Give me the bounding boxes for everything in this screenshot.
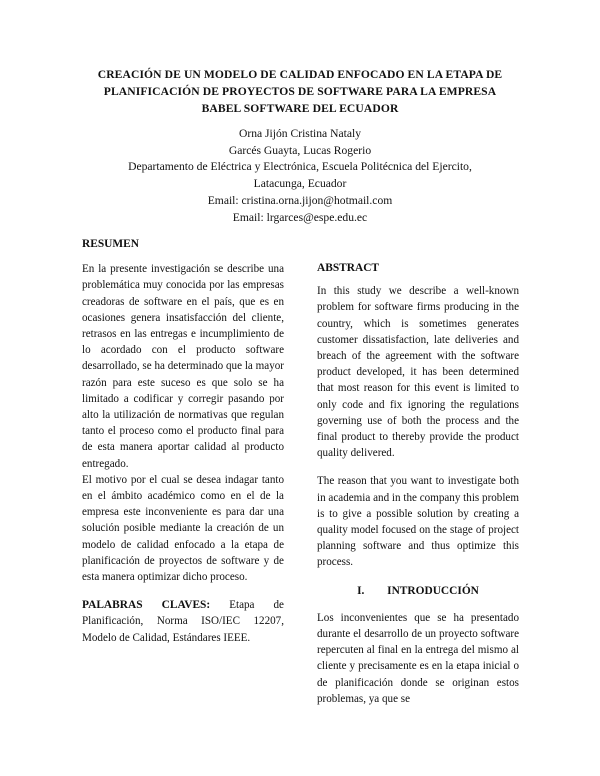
keywords-paragraph <box>82 597 284 646</box>
title-line: CREACIÓN DE UN MODELO DE CALIDAD ENFOCADO EN LA ETAPA DE <box>97 68 503 81</box>
introduccion-heading: I. INTRODUCCIÓN <box>357 584 479 597</box>
title-line: BABEL SOFTWARE DEL ECUADOR <box>201 102 399 115</box>
left-column <box>82 236 284 646</box>
affiliation-location: Latacunga, Ecuador <box>253 177 347 191</box>
affiliation: Departamento de Eléctrica y Electrónica, Escuela Politécnica del Ejercito, <box>128 160 472 174</box>
author-email: Email: lrgarces@espe.edu.ec <box>232 210 368 224</box>
abstract-heading: ABSTRACT <box>317 262 380 274</box>
author-name: Garcés Guayta, Lucas Rogerio <box>228 143 372 157</box>
resumen-paragraph: El motivo por el cual se desea indagar tanto en el ámbito académico como en el de la empresa este inconveniente es para dar una solución posible mediante la creación de un modelo de calidad enfocado a la etapa de planificación de proyectos de software y de esta manera optimizar dicho proceso. <box>82 473 284 584</box>
right-column <box>317 260 519 707</box>
title-line: PLANIFICACIÓN DE PROYECTOS DE SOFTWARE PARA LA EMPRESA <box>103 85 497 98</box>
keywords-text: Etapa de Planificación, Norma ISO/IEC 12207, Modelo de Calidad, Estándares IEEE. <box>82 599 284 644</box>
resumen-paragraph: En la presente investigación se describe una problemática muy conocida por las empresas creadoras de software en el país, que es en ocasiones genera insatisfacción del cliente, retrasos en las entregas e incumplimiento de lo acordado con el producto software desarrollado, se ha determinado que la mayor razón para este suceso es que solo se ha limitado a codificar y corregir pasando por alto la utilización de normativas que regulan tanto el proceso como el producto final para de esta manera aportar calidad al producto entregado. <box>82 263 284 470</box>
resumen-heading: RESUMEN <box>82 238 139 250</box>
author-block <box>60 126 540 226</box>
paper-title <box>70 66 530 117</box>
author-name: Orna Jijón Cristina Nataly <box>238 127 362 140</box>
author-email: Email: cristina.orna.jijon@hotmail.com <box>207 193 393 207</box>
abstract-paragraph: The reason that you want to investigate both in academia and in the company this problem is to give a possible solution by creating a quality model focused on the stage of project planning software and thus optimize this process. <box>317 475 519 569</box>
introduccion-paragraph: Los inconvenientes que se ha presentado durante el desarrollo de un proyecto software repercuten al final en la entrega del mismo al cliente y precisamente es en la etapa inicial o de planificación donde se originan estos problemas, ya que se <box>317 611 519 705</box>
abstract-paragraph: In this study we describe a well-known problem for software firms producing in the country, which is sometimes generates customer dissatisfaction, late deliveries and breach of the agreement with the software product developed, it has been determined that most reason for this event is limited to only code and fix ignoring the regulations governing use of both the process and the final product to thereby provide the product quality delivered. <box>317 285 519 460</box>
keywords-label: PALABRAS CLAVES: <box>82 599 211 612</box>
